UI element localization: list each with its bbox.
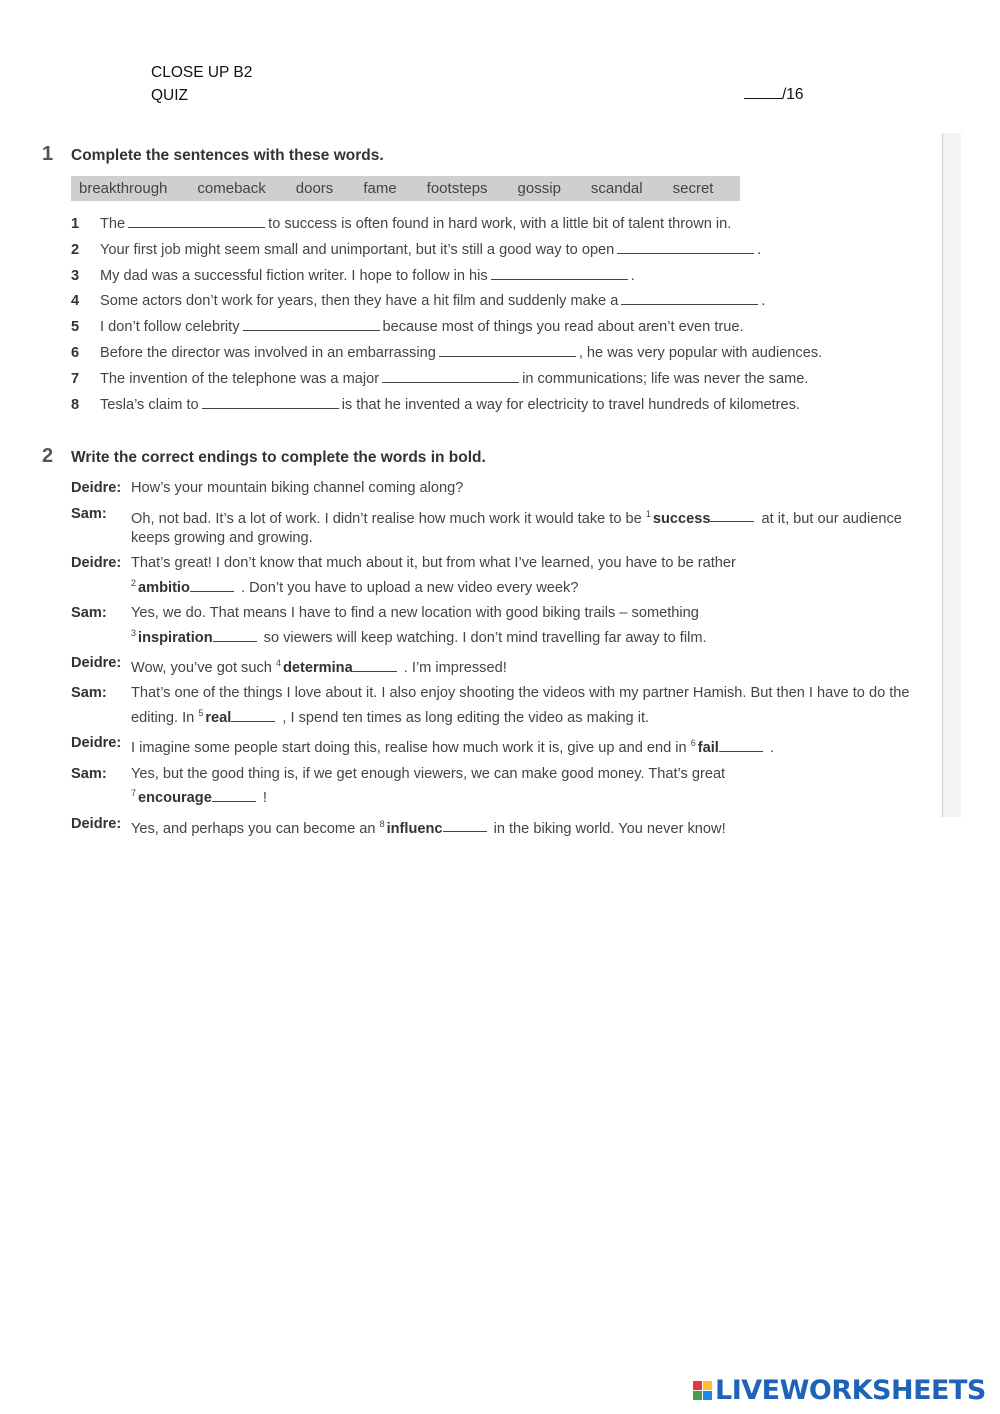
speech-text: . Don’t you have to upload a new video every week? (240, 579, 579, 596)
item-text-before: I don’t follow celebrity (100, 319, 240, 336)
exercise-1-item (71, 367, 931, 393)
word-bank-item: doors (295, 180, 334, 197)
speaker-name: Sam: (71, 505, 107, 522)
item-number: 2 (131, 577, 137, 588)
ending-blank[interactable] (213, 630, 257, 642)
speaker-name: Deidre: (71, 480, 122, 496)
page-margin-shade (943, 133, 961, 817)
page-margin-rule (942, 133, 943, 817)
item-text-before: Tesla’s claim to (100, 396, 199, 413)
item-text-after: , he was very popular with audiences. (578, 344, 823, 361)
score-field (744, 84, 804, 104)
item-number: 3 (131, 627, 137, 638)
word-bank-item: breakthrough (79, 180, 168, 197)
word-bank (71, 176, 740, 201)
speech-text: , I spend ten times as long editing the video as making it. (282, 709, 650, 726)
dialogue-turn (71, 479, 931, 499)
speaker-name: Sam: (71, 765, 107, 782)
bold-word-stem: encourage (138, 790, 212, 807)
speech-text: ! (262, 790, 267, 807)
speech-text: Yes, but the good thing is, if we get enough viewers, we can make good money. That’s great (131, 765, 726, 782)
dialogue-turn (71, 654, 931, 678)
item-text-before: Your first job might seem small and unimportant, but it’s still a good way to open (100, 241, 615, 258)
word-bank-item: secret (672, 180, 714, 197)
speaker-name: Deidre: (71, 815, 122, 832)
quiz-label: QUIZ (151, 87, 189, 104)
item-number: 5 (71, 319, 80, 336)
speaker-name: Deidre: (71, 735, 122, 752)
header (151, 61, 252, 107)
item-number: 1 (645, 508, 651, 519)
speech-text: That’s one of the things I love about it. I also enjoy shooting the videos with my partner Hamish. But then I have to do the editing. In (131, 685, 910, 726)
section-2-title: Write the correct endings to complete the words in bold. (71, 449, 486, 466)
item-text-before: Before the director was involved in an embarrassing (100, 344, 436, 361)
answer-blank[interactable] (202, 397, 339, 409)
item-number: 2 (71, 241, 80, 258)
dialogue-turn (71, 554, 931, 598)
item-number: 4 (275, 658, 281, 669)
speaker-name: Deidre: (71, 655, 122, 672)
dialogue-turn (71, 734, 931, 758)
ending-blank[interactable] (353, 660, 397, 672)
ending-blank[interactable] (710, 510, 754, 522)
item-text-before: My dad was a successful fiction writer. I hope to follow in his (100, 267, 488, 284)
dialogue-turn (71, 604, 931, 648)
word-bank-item: footsteps (426, 180, 488, 197)
bold-word-stem: influenc (386, 820, 443, 837)
item-text-after: . (757, 241, 762, 258)
speech-text: at it, but our audience keeps growing and growing. (131, 510, 902, 546)
speech-text: in the biking world. You never know! (493, 820, 726, 837)
answer-blank[interactable] (491, 268, 628, 280)
bold-word-stem: inspiration (138, 629, 213, 646)
item-number: 7 (131, 788, 137, 799)
answer-blank[interactable] (621, 293, 758, 305)
score-blank[interactable] (744, 84, 782, 99)
item-text-after: . (761, 293, 766, 310)
dialogue-turn (71, 765, 931, 809)
exercise-1-list (71, 212, 931, 418)
speech-text: I imagine some people start doing this, realise how much work it is, give up and end in (131, 740, 687, 757)
logo-grid-icon (693, 1381, 712, 1400)
speaker-name: Deidre: (71, 555, 122, 572)
answer-blank[interactable] (128, 216, 265, 228)
course-title: CLOSE UP B2 (151, 64, 253, 81)
item-number: 8 (71, 396, 80, 413)
speech-text: Yes, we do. That means I have to find a new location with good biking trails – something (131, 605, 699, 622)
item-text-after: in communications; life was never the same. (522, 370, 809, 387)
item-text-before: The (100, 216, 126, 232)
exercise-1-item (71, 289, 931, 315)
bold-word-stem: determina (282, 659, 353, 676)
item-number: 7 (71, 370, 80, 387)
score-total: /16 (782, 86, 804, 103)
logo-text: LIVEWORKSHEETS (715, 1375, 986, 1406)
liveworksheets-logo (693, 1375, 986, 1406)
speech-text: Oh, not bad. It’s a lot of work. I didn’t realise how much work it would take to be (131, 510, 642, 527)
answer-blank[interactable] (439, 345, 576, 357)
section-1-number: 1 (42, 143, 54, 165)
bold-word-stem: real (205, 709, 232, 726)
bold-word-stem: fail (697, 740, 719, 757)
word-bank-item: gossip (517, 180, 561, 197)
exercise-1-item (71, 315, 931, 341)
word-bank-item: fame (363, 180, 397, 197)
speech-text: so viewers will keep watching. I don’t mind travelling far away to film. (263, 629, 707, 646)
dialogue-turn (71, 684, 931, 728)
ending-blank[interactable] (190, 580, 234, 592)
exercise-1-item (71, 212, 931, 238)
item-number: 1 (71, 216, 80, 232)
exercise-1-item (71, 341, 931, 367)
dialogue (71, 479, 931, 845)
item-number: 5 (198, 707, 204, 718)
speech-text: How’s your mountain biking channel coming along? (131, 480, 464, 496)
ending-blank[interactable] (231, 710, 275, 722)
item-text-after: because most of things you read about aren’t even true. (382, 319, 744, 336)
section-2-number: 2 (42, 445, 54, 467)
speech-text: That’s great! I don’t know that much about it, but from what I’ve learned, you have to be rather (131, 555, 736, 572)
answer-blank[interactable] (382, 371, 519, 383)
item-number: 6 (71, 344, 80, 361)
speech-text: Wow, you’ve got such (131, 659, 272, 676)
item-number: 8 (379, 818, 385, 829)
item-text-after: is that he invented a way for electricity to travel hundreds of kilometres. (341, 396, 800, 413)
ending-blank[interactable] (719, 740, 763, 752)
dialogue-turn (71, 815, 931, 839)
speaker-name: Sam: (71, 685, 107, 702)
item-number: 6 (690, 738, 696, 749)
item-text-before: The invention of the telephone was a major (100, 370, 380, 387)
speech-text: Yes, and perhaps you can become an (131, 820, 376, 837)
item-text-before: Some actors don’t work for years, then they have a hit film and suddenly make a (100, 293, 619, 310)
exercise-1-item (71, 393, 931, 419)
bold-word-stem: ambitio (138, 579, 190, 596)
word-bank-item: scandal (590, 180, 643, 197)
answer-blank[interactable] (243, 319, 380, 331)
dialogue-turn (71, 505, 931, 549)
speech-text: . (769, 740, 774, 757)
item-text-after: to success is often found in hard work, with a little bit of talent thrown in. (268, 216, 732, 232)
word-bank-item: comeback (197, 180, 266, 197)
speaker-name: Sam: (71, 605, 107, 622)
ending-blank[interactable] (212, 790, 256, 802)
item-text-after: . (630, 267, 635, 284)
answer-blank[interactable] (617, 242, 754, 254)
speech-text: . I’m impressed! (403, 659, 507, 676)
exercise-1-item (71, 264, 931, 290)
section-1-title: Complete the sentences with these words. (71, 147, 384, 164)
bold-word-stem: success (652, 510, 711, 527)
ending-blank[interactable] (443, 820, 487, 832)
item-number: 3 (71, 267, 80, 284)
item-number: 4 (71, 293, 80, 310)
exercise-1-item (71, 238, 931, 264)
